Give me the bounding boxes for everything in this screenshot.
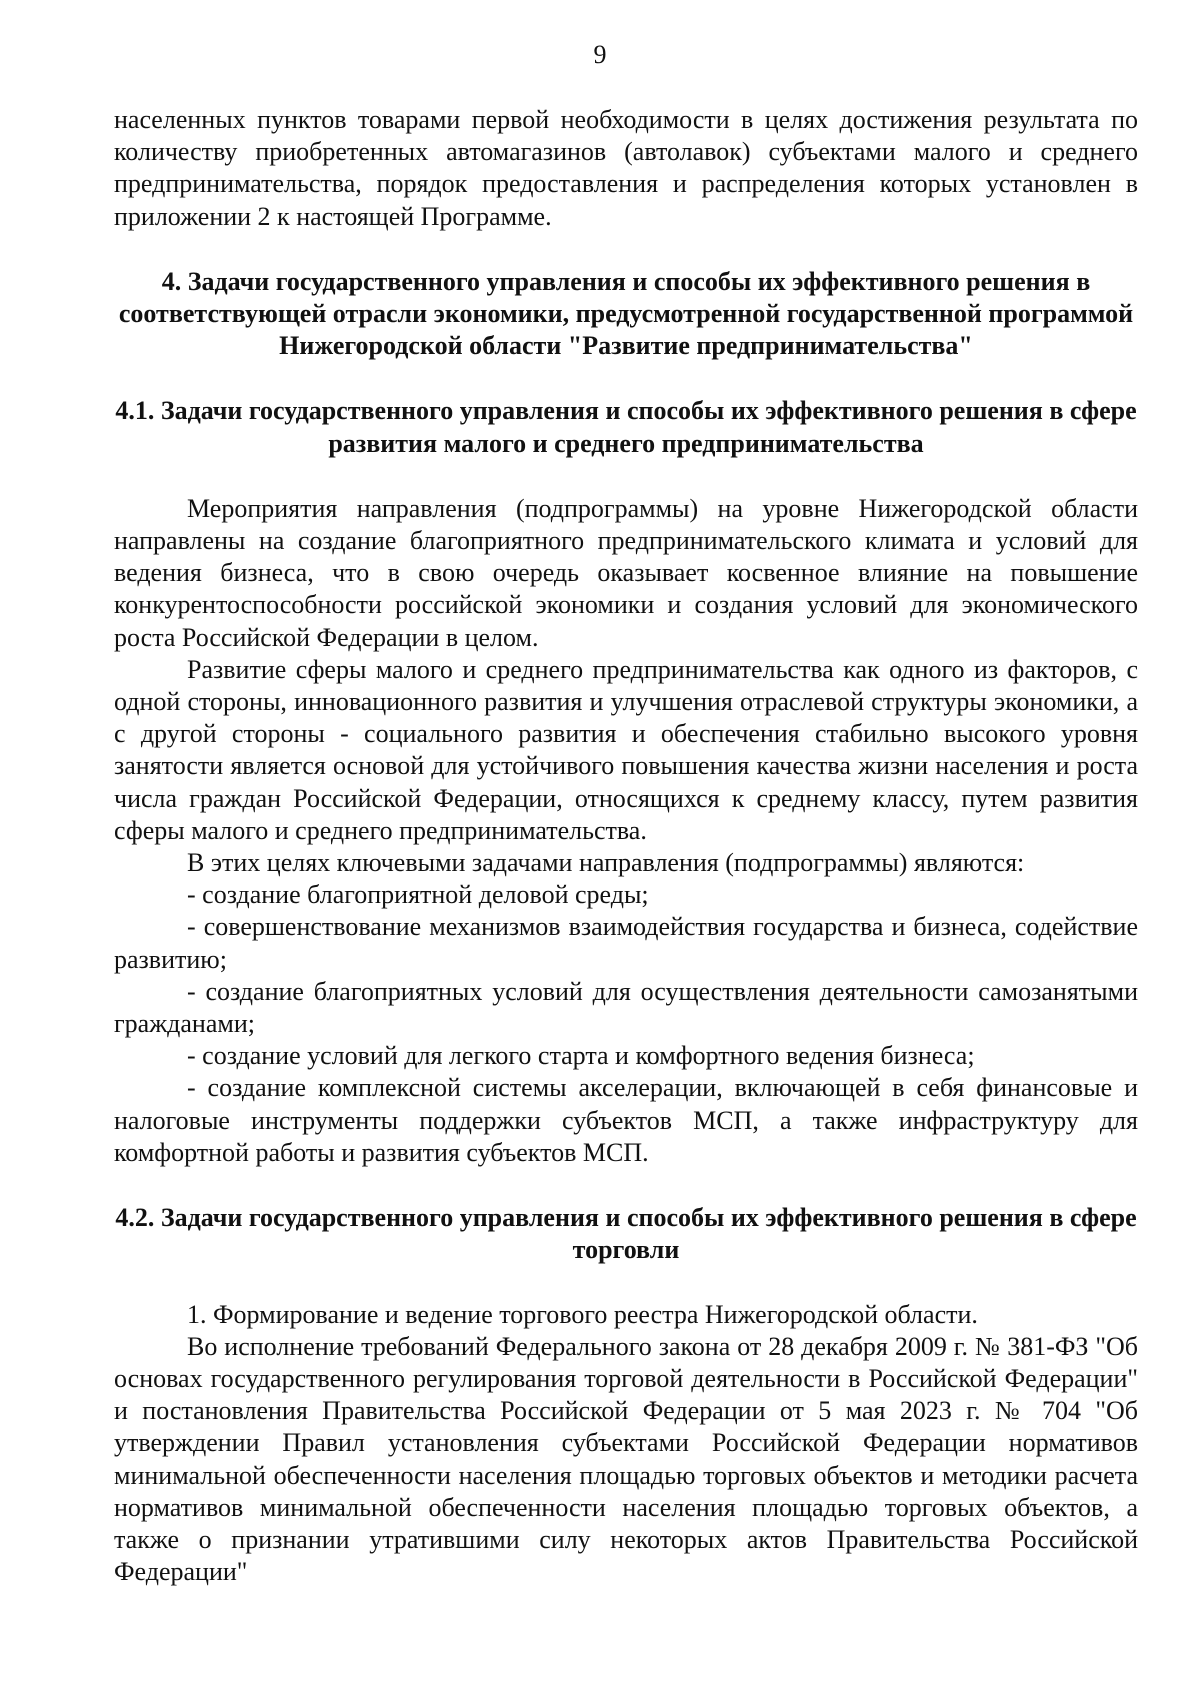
section-4-1-heading: 4.1. Задачи государственного управления и способы их эффективного решения в сфере развития малого и среднего предпринимательства <box>115 396 1137 458</box>
section-4-2-heading: 4.2. Задачи государственного управления и способы их эффективного решения в сфере торговли <box>115 1203 1137 1265</box>
list-item: - создание благоприятной деловой среды; <box>187 880 649 910</box>
document-body <box>114 104 1138 1588</box>
paragraph: 1. Формирование и ведение торгового реестра Нижегородской области. <box>187 1299 978 1329</box>
paragraph: Мероприятия направления (подпрограммы) на уровне Нижегородской области направлены на создание благоприятного предпринимательского климата и условий для ведения бизнеса, что в свою очередь оказывает косвенное влияние на повышение конкурентоспособности российской экономики и создания условий для экономического роста Российской Федерации в целом. <box>114 493 1138 652</box>
paragraph: Во исполнение требований Федерального закона от 28 декабря 2009 г. № 381-ФЗ "Об основах государственного регулирования торговой деятельности в Российской Федерации" и постановления Правительства Российской Федерации от 5 мая 2023 г. № 704 "Об утверждении Правил установления субъектами Российской Федерации нормативов минимальной обеспеченности населения площадью торговых объектов и методики расчета нормативов минимальной обеспеченности населения площадью торговых объектов, а также о признании утратившими силу некоторых актов Правительства Российской Федерации" <box>114 1331 1138 1587</box>
page-number: 9 <box>593 40 607 69</box>
section-4-2-body <box>114 1299 1138 1589</box>
paragraph: В этих целях ключевыми задачами направления (подпрограммы) являются: <box>187 848 1025 878</box>
paragraph: Развитие сферы малого и среднего предпринимательства как одного из факторов, с одной стороны, инновационного развития и улучшения отраслевой структуры экономики, а с другой стороны - социального развития и обеспечения стабильно высокого уровня занятости является основой для устойчивого повышения качества жизни населения и роста числа граждан Российской Федерации, относящихся к среднему классу, путем развития сферы малого и среднего предпринимательства. <box>114 654 1138 845</box>
intro-paragraph: населенных пунктов товарами первой необходимости в целях достижения результата по количеству приобретенных автомагазинов (автолавок) субъектами малого и среднего предпринимательства, порядок предоставления и распределения которых установлен в приложении 2 к настоящей Программе. <box>114 105 1138 231</box>
list-item: - создание благоприятных условий для осуществления деятельности самозанятыми гражданами; <box>114 976 1138 1039</box>
list-item: - создание условий для легкого старта и комфортного ведения бизнеса; <box>187 1041 975 1071</box>
section-4-1-body <box>114 493 1138 1169</box>
list-item: - совершенствование механизмов взаимодействия государства и бизнеса, содействие развитию; <box>114 912 1138 974</box>
list-item: - создание комплексной системы акселерации, включающей в себя финансовые и налоговые инструменты поддержки субъектов МСП, а также инфраструктуру для комфортной работы и развития субъектов МСП. <box>114 1073 1138 1167</box>
section-4-heading: 4. Задачи государственного управления и способы их эффективного решения в соответствующей отрасли экономики, предусмотренной государственной программой Нижегородской области "Развитие предпринимательства" <box>118 266 1134 361</box>
